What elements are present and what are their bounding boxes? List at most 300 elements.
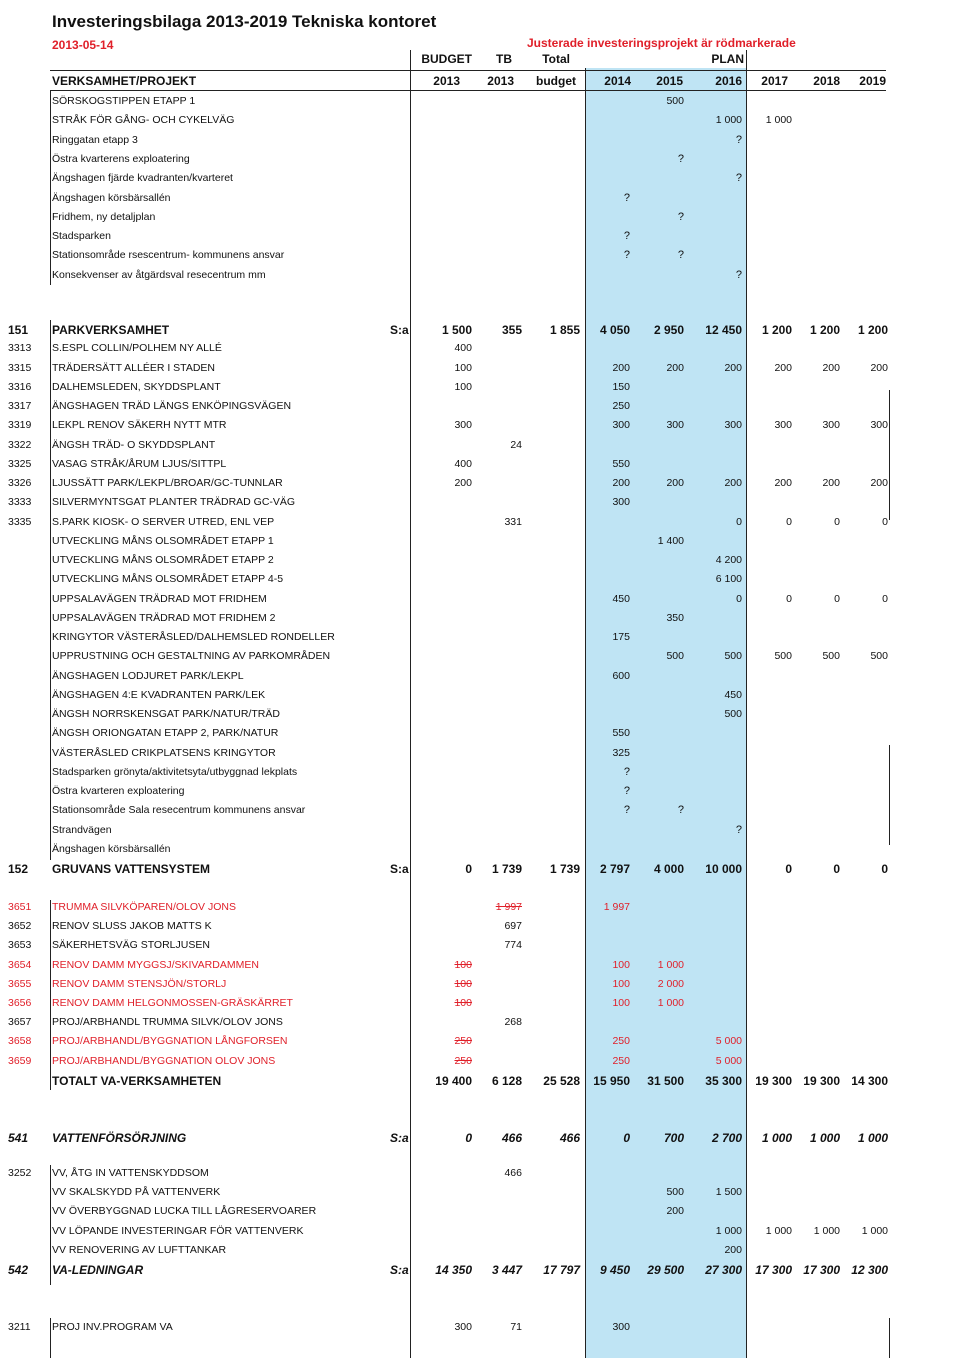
row-value: 31 500 [647, 1073, 684, 1088]
row-code: 3656 [8, 997, 32, 1009]
row-value: 250 [454, 1035, 472, 1048]
row-name: VA-LEDNINGAR [52, 1263, 144, 1277]
row-value: 35 300 [705, 1073, 742, 1088]
row-code: 3252 [8, 1167, 32, 1179]
row-name: VASAG STRÅK/ÅRUM LJUS/SITTPL [52, 457, 227, 470]
page-title: Investeringsbilaga 2013-2019 Tekniska kontoret [52, 12, 437, 31]
row-name: VATTENFÖRSÖRJNING [52, 1131, 187, 1145]
table-row [0, 1260, 960, 1279]
row-name: Stadsparken [52, 230, 111, 243]
row-value: 24 [510, 438, 522, 451]
adjustment-note: Justerade investeringsprojekt är rödmarkerade [527, 36, 796, 50]
row-name: TRUMMA SILVKÖPAREN/OLOV JONS [52, 901, 236, 913]
table-row [0, 532, 960, 551]
row-value: 200 [454, 477, 472, 489]
row-value: 100 [612, 977, 630, 990]
row-code: 3657 [8, 1016, 32, 1029]
row-value: 300 [454, 419, 472, 432]
row-value: 150 [612, 380, 630, 393]
row-value: 6 100 [715, 573, 742, 586]
row-value: 6 128 [491, 1073, 522, 1088]
row-value: ? [623, 765, 630, 778]
table-row [0, 169, 960, 188]
row-value: ? [623, 804, 630, 817]
row-value: 0 [623, 1131, 630, 1145]
row-value: 0 [785, 862, 792, 876]
table-row [0, 1222, 960, 1241]
row-value: 0 [736, 592, 742, 605]
row-value: 1 000 [765, 1224, 792, 1237]
table-row [0, 208, 960, 227]
header-year: 2017 [761, 74, 788, 88]
row-value: 100 [454, 380, 472, 393]
row-name: STRÅK FÖR GÅNG- OCH CYKELVÄG [52, 114, 235, 127]
table-row [0, 1183, 960, 1202]
row-code: 3316 [8, 380, 32, 393]
table-row [0, 378, 960, 397]
header-year: 2019 [859, 74, 886, 88]
row-code: 3211 [8, 1321, 31, 1333]
row-name: KRINGYTOR VÄSTERÅSLED/DALHEMSLED RONDELLER [52, 631, 335, 643]
row-code: 3655 [8, 977, 32, 990]
row-value: 200 [666, 1205, 684, 1218]
table-row [0, 455, 960, 474]
row-value: 466 [559, 1131, 580, 1145]
row-value: 100 [454, 361, 472, 374]
row-name: TOTALT VA-VERKSAMHETEN [52, 1073, 222, 1088]
row-value: ? [677, 249, 684, 262]
table-row [0, 724, 960, 743]
row-name: Ängshagen körsbärsallén [52, 842, 171, 855]
row-value: 200 [666, 477, 684, 489]
table-row [0, 1071, 960, 1090]
row-name: LEKPL RENOV SÄKERH NYTT MTR [52, 419, 227, 432]
row-value: 200 [822, 361, 840, 374]
row-name: Konsekvenser av åtgärdsval resecentrum mm [52, 268, 266, 281]
table-row [0, 1013, 960, 1032]
row-value: 250 [612, 1035, 630, 1048]
row-name: UPPRUSTNING OCH GESTALTNING AV PARKOMRÅDEN [52, 650, 331, 663]
row-sum-label: S:a [390, 1131, 409, 1145]
row-value: 10 000 [705, 862, 742, 876]
row-value: 500 [870, 650, 888, 663]
row-code: 3317 [8, 400, 32, 412]
row-value: ? [677, 804, 684, 817]
row-value: 1 997 [603, 901, 630, 913]
row-value: 12 450 [705, 323, 742, 337]
row-value: 1 997 [495, 901, 522, 913]
row-value: 250 [454, 1054, 472, 1067]
row-value: 0 [465, 1131, 472, 1145]
table-row [0, 1052, 960, 1071]
row-value: 1 200 [761, 323, 792, 337]
row-value: 200 [724, 361, 742, 374]
document-date: 2013-05-14 [52, 38, 114, 52]
row-value: 175 [612, 631, 630, 643]
row-value: 250 [612, 1054, 630, 1067]
table-row [0, 493, 960, 512]
header-tb: TB [496, 52, 512, 66]
row-value: 0 [834, 515, 840, 528]
table-row [0, 1032, 960, 1051]
row-name: ÄNGSHAGEN LODJURET PARK/LEKPL [52, 669, 244, 682]
row-value: 200 [612, 361, 630, 374]
table-row [0, 705, 960, 724]
row-name: UTVECKLING MÅNS OLSOMRÅDET ETAPP 1 [52, 534, 274, 547]
row-value: 500 [666, 1186, 684, 1199]
row-value: 100 [454, 958, 472, 971]
row-value: 550 [612, 727, 630, 740]
row-value: 0 [881, 862, 888, 876]
row-name: GRUVANS VATTENSYSTEM [52, 862, 211, 876]
row-value: 774 [504, 939, 522, 952]
row-name: VV, ÅTG IN VATTENSKYDDSOM [52, 1167, 209, 1179]
header-total-budget: budget [536, 74, 576, 88]
table-row [0, 801, 960, 820]
row-value: 200 [822, 477, 840, 489]
row-value: 300 [612, 419, 630, 432]
row-code: 3319 [8, 419, 32, 432]
row-value: 200 [774, 477, 792, 489]
row-name: LJUSSÄTT PARK/LEKPL/BROAR/GC-TUNNLAR [52, 477, 283, 489]
row-value: 100 [454, 997, 472, 1009]
row-value: 1 000 [715, 114, 742, 127]
row-code: 3654 [8, 958, 32, 971]
row-name: ÄNGSH ORIONGATAN ETAPP 2, PARK/NATUR [52, 727, 279, 740]
row-value: 19 300 [803, 1073, 840, 1088]
header-project: VERKSAMHET/PROJEKT [52, 74, 197, 88]
row-code: 541 [8, 1131, 29, 1145]
row-value: 268 [504, 1016, 522, 1029]
header-year: 2016 [715, 74, 742, 88]
row-value: 2 700 [711, 1131, 742, 1145]
row-value: 331 [504, 515, 522, 528]
row-value: 500 [724, 708, 742, 720]
table-row [0, 1164, 960, 1183]
row-name: VV SKALSKYDD PÅ VATTENVERK [52, 1186, 221, 1199]
header-year: 2015 [656, 74, 683, 88]
row-name: UTVECKLING MÅNS OLSOMRÅDET ETAPP 2 [52, 554, 274, 566]
table-row [0, 513, 960, 532]
row-name: UPPSALAVÄGEN TRÄDRAD MOT FRIDHEM 2 [52, 611, 276, 624]
row-value: 15 950 [593, 1073, 630, 1088]
row-value: 14 300 [851, 1073, 888, 1088]
row-value: 1 000 [657, 958, 684, 971]
table-row [0, 551, 960, 570]
row-value: 200 [612, 477, 630, 489]
row-code: 3651 [8, 901, 32, 913]
row-value: 100 [612, 958, 630, 971]
row-value: 1 500 [715, 1186, 742, 1199]
header-2013-budget: 2013 [433, 74, 460, 88]
row-value: 500 [666, 95, 684, 107]
table-row [0, 975, 960, 994]
table-row [0, 744, 960, 763]
table-row [0, 246, 960, 265]
row-value: 697 [504, 920, 522, 933]
header-total: Total [542, 52, 570, 66]
row-name: ÄNGSH NORRSKENSGAT PARK/NATUR/TRÄD [52, 708, 280, 720]
row-value: 300 [870, 419, 888, 432]
row-name: PROJ/ARBHANDL TRUMMA SILVK/OLOV JONS [52, 1016, 283, 1029]
grid-line [50, 90, 886, 91]
row-value: 325 [612, 746, 630, 759]
row-value: 1 739 [549, 862, 580, 876]
row-value: 200 [774, 361, 792, 374]
row-value: 1 200 [809, 323, 840, 337]
table-row [0, 994, 960, 1013]
table-row [0, 436, 960, 455]
row-name: Fridhem, ny detaljplan [52, 210, 156, 223]
row-value: 19 400 [435, 1073, 472, 1088]
table-row [0, 1128, 960, 1147]
row-name: Stadsparken grönyta/aktivitetsyta/utbyggnad lekplats [52, 765, 298, 778]
row-value: 5 000 [715, 1054, 742, 1067]
row-name: RENOV SLUSS JAKOB MATTS K [52, 920, 212, 933]
row-name: SÖRSKOGSTIPPEN ETAPP 1 [52, 95, 196, 107]
row-value: 600 [612, 669, 630, 682]
header-year: 2018 [813, 74, 840, 88]
row-name: TRÄDERSÄTT ALLÉER I STADEN [52, 361, 215, 374]
table-row [0, 956, 960, 975]
table-row [0, 821, 960, 840]
row-value: 550 [612, 457, 630, 470]
table-row [0, 320, 960, 339]
row-value: ? [623, 191, 630, 204]
row-value: 1 000 [857, 1131, 888, 1145]
row-value: 500 [774, 650, 792, 663]
table-row [0, 227, 960, 246]
row-name: UTVECKLING MÅNS OLSOMRÅDET ETAPP 4-5 [52, 573, 284, 586]
row-value: 27 300 [705, 1263, 742, 1277]
row-value: 9 450 [599, 1263, 630, 1277]
row-value: 500 [724, 650, 742, 663]
row-name: Strandvägen [52, 823, 112, 836]
table-row [0, 111, 960, 130]
row-value: ? [735, 268, 742, 281]
header-budget: BUDGET [421, 52, 472, 66]
row-name: SÄKERHETSVÄG STORLJUSEN [52, 939, 210, 952]
row-value: 1 000 [861, 1224, 888, 1237]
row-value: ? [677, 152, 684, 165]
row-value: 71 [510, 1321, 522, 1333]
row-value: 19 300 [755, 1073, 792, 1088]
table-row [0, 917, 960, 936]
table-row [0, 339, 960, 358]
row-code: 3326 [8, 477, 32, 489]
row-value: 17 300 [803, 1263, 840, 1277]
row-name: Ringgatan etapp 3 [52, 133, 138, 146]
row-code: 3315 [8, 361, 32, 374]
row-value: ? [735, 133, 742, 146]
row-value: 100 [454, 977, 472, 990]
row-value: 1 855 [549, 323, 580, 337]
row-value: 1 000 [809, 1131, 840, 1145]
row-name: PROJ INV.PROGRAM VA [52, 1321, 173, 1333]
row-value: 1 200 [857, 323, 888, 337]
row-value: 466 [501, 1131, 522, 1145]
table-row [0, 628, 960, 647]
row-name: PROJ/ARBHANDL/BYGGNATION LÅNGFORSEN [52, 1035, 288, 1048]
table-row [0, 686, 960, 705]
row-value: 0 [882, 592, 888, 605]
row-code: 3659 [8, 1054, 32, 1067]
row-code: 3325 [8, 457, 32, 470]
table-row [0, 570, 960, 589]
row-value: 300 [822, 419, 840, 432]
row-value: 500 [666, 650, 684, 663]
row-name: Östra kvarteren exploatering [52, 785, 185, 797]
row-value: ? [735, 172, 742, 185]
table-row [0, 763, 960, 782]
row-name: UPPSALAVÄGEN TRÄDRAD MOT FRIDHEM [52, 592, 267, 605]
table-row [0, 840, 960, 859]
table-row [0, 416, 960, 435]
grid-line [50, 70, 886, 71]
row-name: Ängshagen körsbärsallén [52, 191, 171, 204]
table-row [0, 266, 960, 285]
row-value: 4 000 [653, 862, 684, 876]
row-value: 0 [736, 515, 742, 528]
table-row [0, 609, 960, 628]
row-value: 300 [612, 496, 630, 509]
row-name: RENOV DAMM HELGONMOSSEN-GRÄSKÄRRET [52, 997, 293, 1009]
row-value: 0 [882, 515, 888, 528]
row-value: 2 797 [599, 862, 630, 876]
table-row [0, 189, 960, 208]
row-value: 200 [724, 1243, 742, 1256]
row-value: 300 [454, 1321, 472, 1333]
row-name: VV ÖVERBYGGNAD LUCKA TILL LÅGRESERVOARER [52, 1205, 317, 1218]
row-value: 250 [612, 400, 630, 412]
row-value: ? [735, 823, 742, 836]
row-name: Stationsområde rsescentrum- kommunens ansvar [52, 249, 285, 262]
table-row [0, 667, 960, 686]
row-value: 1 000 [765, 114, 792, 127]
row-value: 100 [612, 997, 630, 1009]
row-name: S.ESPL COLLIN/POLHEM NY ALLÉ [52, 342, 222, 355]
row-sum-label: S:a [390, 1263, 409, 1277]
table-row [0, 1241, 960, 1260]
row-name: RENOV DAMM STENSJÖN/STORLJ [52, 977, 227, 990]
row-value: 200 [666, 361, 684, 374]
row-value: 300 [666, 419, 684, 432]
row-name: VV RENOVERING AV LUFTTANKAR [52, 1243, 227, 1256]
row-sum-label: S:a [390, 323, 409, 337]
row-value: 300 [612, 1321, 630, 1333]
row-value: ? [623, 785, 630, 797]
row-code: 3322 [8, 438, 32, 451]
row-name: RENOV DAMM MYGGSJ/SKIVARDAMMEN [52, 958, 259, 971]
row-value: 1 500 [441, 323, 472, 337]
row-name: Ängshagen fjärde kvadranten/kvarteret [52, 172, 233, 185]
row-value: ? [623, 249, 630, 262]
row-value: 355 [501, 323, 522, 337]
row-value: 300 [774, 419, 792, 432]
row-name: PROJ/ARBHANDL/BYGGNATION OLOV JONS [52, 1054, 276, 1067]
row-value: 450 [724, 688, 742, 701]
row-code: 3335 [8, 515, 32, 528]
row-value: 0 [833, 862, 840, 876]
row-name: VV LÖPANDE INVESTERINGAR FÖR VATTENVERK [52, 1224, 304, 1237]
row-name: DALHEMSLEDEN, SKYDDSPLANT [52, 380, 221, 393]
row-name: ÄNGSHAGEN TRÄD LÄNGS ENKÖPINGSVÄGEN [52, 400, 292, 412]
row-value: 1 000 [761, 1131, 792, 1145]
row-value: 1 739 [491, 862, 522, 876]
row-code: 542 [8, 1263, 29, 1277]
row-name: SILVERMYNTSGAT PLANTER TRÄDRAD GC-VÄG [52, 496, 296, 509]
row-name: Stationsområde Sala resecentrum kommunens ansvar [52, 804, 306, 817]
row-value: 500 [822, 650, 840, 663]
row-value: 2 950 [653, 323, 684, 337]
row-value: 0 [786, 592, 792, 605]
table-row [0, 397, 960, 416]
table-row [0, 1318, 960, 1337]
row-value: 5 000 [715, 1035, 742, 1048]
row-name: S.PARK KIOSK- O SERVER UTRED, ENL VEP [52, 515, 275, 528]
row-value: 17 797 [543, 1263, 580, 1277]
table-row [0, 359, 960, 378]
row-code: 151 [8, 323, 29, 337]
table-row [0, 898, 960, 917]
row-code: 3313 [8, 342, 32, 355]
row-name: PARKVERKSAMHET [52, 323, 170, 337]
row-value: 2 000 [657, 977, 684, 990]
row-value: 1 400 [657, 534, 684, 547]
row-value: 700 [663, 1131, 684, 1145]
header-year: 2014 [604, 74, 631, 88]
row-value: 200 [724, 477, 742, 489]
row-value: 14 350 [435, 1263, 472, 1277]
row-value: 0 [465, 862, 472, 876]
table-row [0, 92, 960, 111]
table-row [0, 647, 960, 666]
row-value: 12 300 [851, 1263, 888, 1277]
header-2013-tb: 2013 [487, 74, 514, 88]
row-value: ? [677, 210, 684, 223]
row-value: 0 [786, 515, 792, 528]
row-value: 300 [724, 419, 742, 432]
row-value: 350 [666, 611, 684, 624]
row-name: ÄNGSH TRÄD- O SKYDDSPLANT [52, 438, 216, 451]
row-name: ÄNGSHAGEN 4:E KVADRANTEN PARK/LEK [52, 688, 266, 701]
table-row [0, 936, 960, 955]
row-code: 3652 [8, 920, 32, 933]
row-code: 3653 [8, 939, 32, 952]
table-row [0, 150, 960, 169]
table-row [0, 590, 960, 609]
row-value: 25 528 [543, 1073, 580, 1088]
row-code: 152 [8, 862, 29, 876]
row-name: VÄSTERÅSLED CRIKPLATSENS KRINGYTOR [52, 746, 276, 759]
row-value: 1 000 [657, 997, 684, 1009]
row-sum-label: S:a [390, 862, 409, 876]
row-value: 450 [612, 592, 630, 605]
table-row [0, 1202, 960, 1221]
row-value: 200 [870, 477, 888, 489]
table-row [0, 131, 960, 150]
row-value: 400 [454, 342, 472, 355]
row-value: 17 300 [755, 1263, 792, 1277]
row-value: 29 500 [647, 1263, 684, 1277]
row-value: 466 [504, 1167, 522, 1179]
row-value: 3 447 [491, 1263, 522, 1277]
row-value: ? [623, 230, 630, 243]
row-value: 200 [870, 361, 888, 374]
row-value: 4 050 [599, 323, 630, 337]
header-plan: PLAN [711, 52, 744, 66]
table-row [0, 474, 960, 493]
